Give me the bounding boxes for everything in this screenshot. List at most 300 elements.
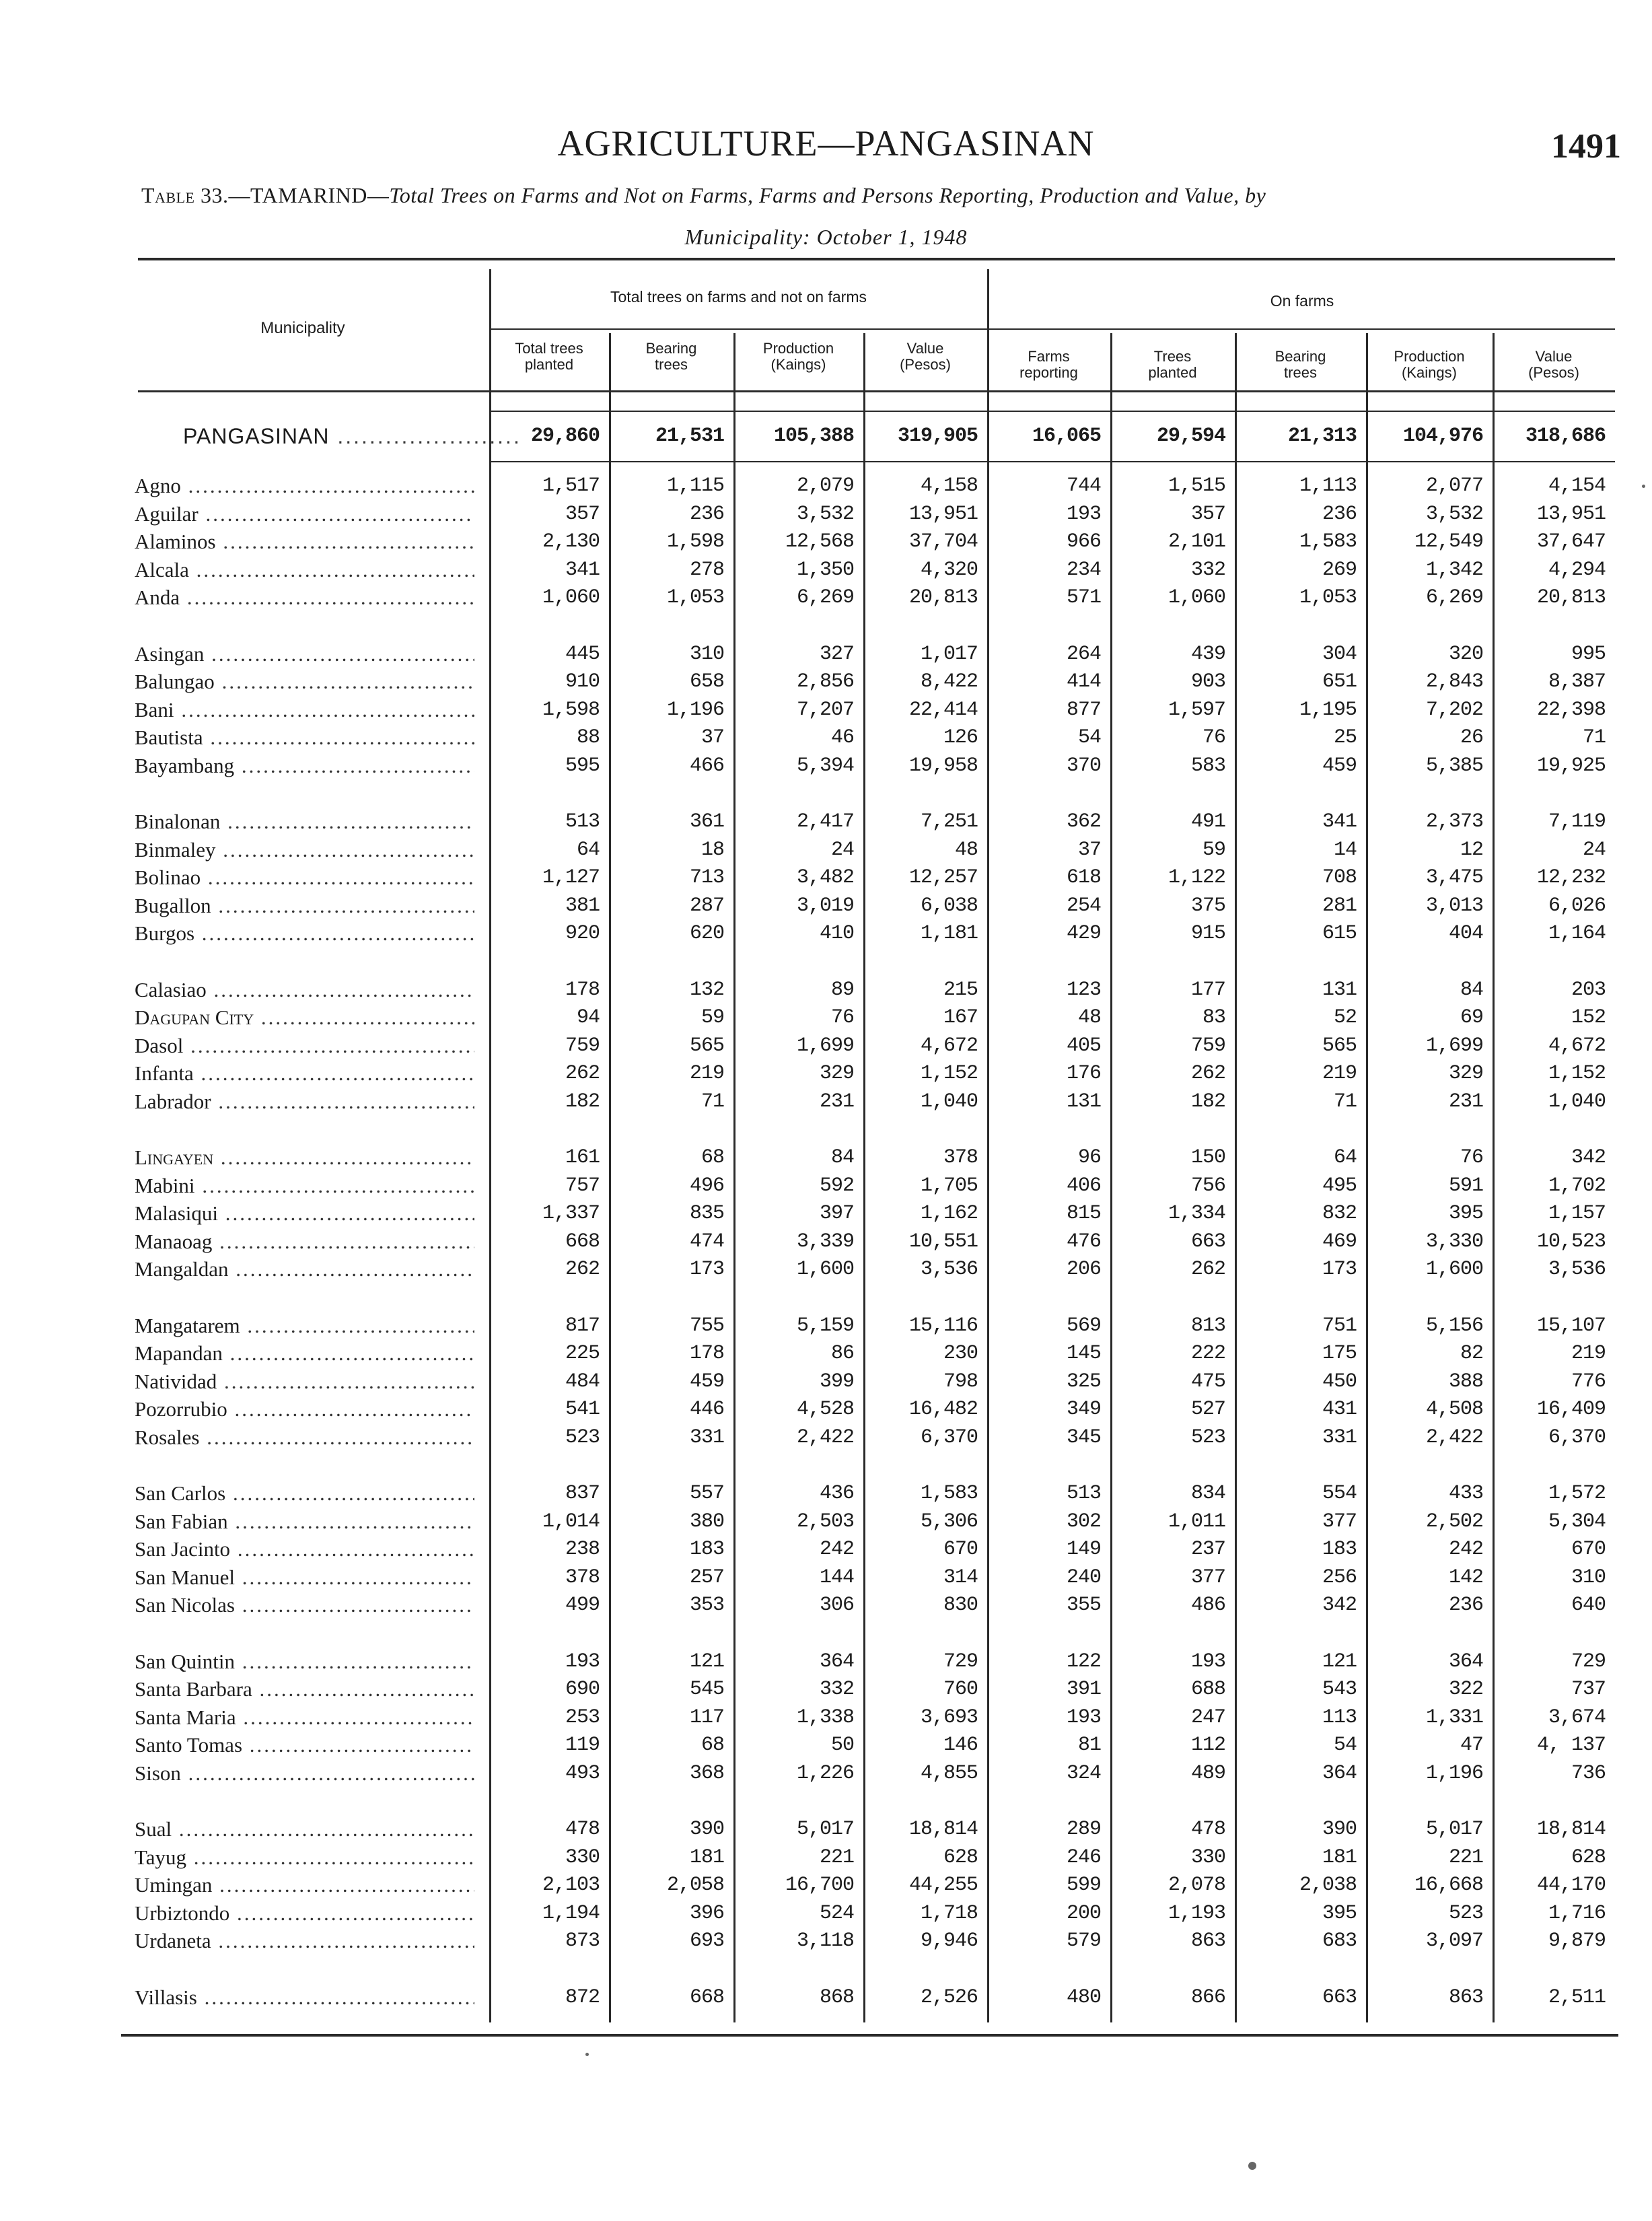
table-cell: 395 <box>1322 1901 1357 1925</box>
municipality-name: San Quintin ..... <box>135 1648 474 1675</box>
table-cell: 688 <box>1190 1678 1225 1701</box>
table-cell: 13,951 <box>908 502 978 526</box>
table-cell: 565 <box>1322 1034 1357 1057</box>
table-cell: 915 <box>1190 922 1225 945</box>
table-cell: 1,718 <box>920 1901 978 1925</box>
table-row <box>0 501 1652 529</box>
municipality-name: Tayug ..... <box>135 1844 474 1871</box>
table-cell: 320 <box>1448 642 1483 666</box>
table-cell: 48 <box>954 838 978 861</box>
table-cell: 776 <box>1571 1370 1606 1393</box>
table-cell: 357 <box>565 502 600 526</box>
table-cell: 877 <box>1066 698 1101 721</box>
table-row <box>0 1032 1652 1061</box>
table-cell: 88 <box>576 726 600 749</box>
table-cell: 380 <box>689 1510 724 1533</box>
table-cell: 240 <box>1066 1565 1101 1589</box>
table-label: Table 33.— <box>141 183 250 207</box>
table-cell: 149 <box>1066 1538 1101 1561</box>
table-cell: 736 <box>1571 1761 1606 1785</box>
table-cell: 640 <box>1571 1594 1606 1617</box>
table-cell: 1,583 <box>920 1482 978 1505</box>
table-cell: 4,508 <box>1425 1398 1483 1421</box>
column-header <box>1237 349 1363 381</box>
table-cell: 2,101 <box>1168 530 1225 553</box>
table-cell: 68 <box>701 1146 724 1169</box>
table-cell: 545 <box>689 1678 724 1701</box>
table-cell: 46 <box>830 726 854 749</box>
table-cell: 342 <box>1571 1146 1606 1169</box>
table-cell: 234 <box>1066 558 1101 581</box>
table-cell: 1,600 <box>1425 1258 1483 1281</box>
table-cell: 484 <box>565 1370 600 1393</box>
table-cell: 3,475 <box>1425 866 1483 889</box>
table-row <box>0 1480 1652 1508</box>
table-cell: 206 <box>1066 1258 1101 1281</box>
table-row <box>0 808 1652 837</box>
table-cell: 1,597 <box>1168 698 1225 721</box>
table-cell: 1,702 <box>1548 1174 1606 1197</box>
table-cell: 7,119 <box>1548 810 1606 833</box>
table-cell: 47 <box>1460 1734 1483 1757</box>
table-cell: 4, 137 <box>1536 1734 1606 1757</box>
table-cell: 6,269 <box>1425 586 1483 609</box>
table-cell: 262 <box>1190 1062 1225 1085</box>
table-row <box>0 1928 1652 1956</box>
municipality-name: Sison ..... <box>135 1760 474 1787</box>
table-cell: 5,156 <box>1425 1314 1483 1337</box>
column-header <box>736 341 861 373</box>
table-cell: 246 <box>1066 1845 1101 1869</box>
table-cell: 872 <box>565 1985 600 2009</box>
table-cell: 132 <box>689 978 724 1001</box>
table-cell: 404 <box>1448 922 1483 945</box>
table-cell: 322 <box>1448 1678 1483 1701</box>
table-cell: 1,040 <box>920 1090 978 1113</box>
table-cell: 6,370 <box>1548 1425 1606 1449</box>
table-cell: 466 <box>689 754 724 777</box>
table-cell: 4,154 <box>1548 474 1606 497</box>
table-cell: 480 <box>1066 1985 1101 2009</box>
table-cell: 16,409 <box>1536 1398 1606 1421</box>
municipality-name: Bautista ..... <box>135 724 474 751</box>
table-cell: 866 <box>1190 1985 1225 2009</box>
table-cell: 1,338 <box>796 1705 854 1729</box>
column-header-line: (Pesos) <box>1528 364 1579 381</box>
table-cell: 2,103 <box>542 1874 600 1897</box>
table-cell: 2,503 <box>796 1510 854 1533</box>
table-cell: 131 <box>1066 1090 1101 1113</box>
municipality-name: Binmaley ..... <box>135 837 474 863</box>
table-cell: 236 <box>1448 1594 1483 1617</box>
table-row <box>0 1088 1652 1117</box>
table-cell: 355 <box>1066 1594 1101 1617</box>
table-cell: 5,159 <box>796 1314 854 1337</box>
table-cell: 52 <box>1333 1006 1357 1029</box>
total-top-rule <box>489 411 1615 412</box>
table-cell: 19,958 <box>908 754 978 777</box>
table-cell: 1,017 <box>920 642 978 666</box>
table-cell: 330 <box>1190 1845 1225 1869</box>
table-cell: 813 <box>1190 1314 1225 1337</box>
table-row <box>0 1340 1652 1368</box>
table-cell: 121 <box>1322 1650 1357 1673</box>
table-cell: 353 <box>689 1594 724 1617</box>
table-cell: 513 <box>565 810 600 833</box>
table-cell: 71 <box>1333 1090 1357 1113</box>
table-cell: 269 <box>1322 558 1357 581</box>
page-number: 1491 <box>1551 127 1621 166</box>
municipality-name: Mabini ..... <box>135 1172 474 1199</box>
table-row <box>0 1732 1652 1760</box>
municipality-name: San Manuel ..... <box>135 1564 474 1591</box>
table-cell: 256 <box>1322 1565 1357 1589</box>
table-cell: 863 <box>1448 1985 1483 2009</box>
table-cell: 1,040 <box>1548 1090 1606 1113</box>
column-header-line: Production <box>762 340 834 357</box>
table-cell: 513 <box>1066 1482 1101 1505</box>
table-cell: 489 <box>1190 1761 1225 1785</box>
table-cell: 183 <box>689 1538 724 1561</box>
table-cell: 112 <box>1190 1734 1225 1757</box>
table-cell: 4,672 <box>920 1034 978 1057</box>
table-cell: 523 <box>1448 1901 1483 1925</box>
table-cell: 410 <box>819 922 854 945</box>
table-cell: 142 <box>1448 1565 1483 1589</box>
table-cell: 349 <box>1066 1398 1101 1421</box>
table-cell: 1,598 <box>666 530 724 553</box>
table-cell: 21,531 <box>655 425 724 448</box>
table-cell: 221 <box>819 1845 854 1869</box>
table-cell: 362 <box>1066 810 1101 833</box>
table-cell: 21,313 <box>1287 425 1357 448</box>
table-cell: 670 <box>1571 1538 1606 1561</box>
table-cell: 330 <box>565 1845 600 1869</box>
table-cell: 175 <box>1322 1342 1357 1365</box>
scan-speck <box>1248 2162 1256 2170</box>
table-cell: 89 <box>830 978 854 1001</box>
table-cell: 390 <box>689 1818 724 1841</box>
table-cell: 651 <box>1322 670 1357 693</box>
table-row <box>0 1228 1652 1257</box>
table-cell: 173 <box>689 1258 724 1281</box>
table-cell: 86 <box>830 1342 854 1365</box>
table-row <box>0 528 1652 557</box>
table-cell: 1,162 <box>920 1202 978 1225</box>
table-cell: 104,976 <box>1402 425 1483 448</box>
table-cell: 242 <box>1448 1538 1483 1561</box>
table-cell: 446 <box>689 1398 724 1421</box>
column-header <box>1369 349 1490 381</box>
table-cell: 1,572 <box>1548 1482 1606 1505</box>
table-cell: 126 <box>943 726 978 749</box>
municipality-name: PANGASINAN ..... <box>183 423 523 450</box>
table-cell: 215 <box>943 978 978 1001</box>
municipality-name: Santo Tomas ..... <box>135 1732 474 1759</box>
table-cell: 1,350 <box>796 558 854 581</box>
table-row <box>0 1872 1652 1900</box>
column-header <box>866 341 984 373</box>
table-cell: 262 <box>565 1062 600 1085</box>
table-cell: 1,196 <box>666 698 724 721</box>
table-cell: 84 <box>1460 978 1483 1001</box>
municipality-name: Burgos ..... <box>135 920 474 947</box>
table-cell: 9,879 <box>1548 1930 1606 1952</box>
header-bottom-rule <box>138 390 1615 392</box>
table-total-row <box>0 423 1652 451</box>
table-cell: 122 <box>1066 1650 1101 1673</box>
table-row <box>0 1816 1652 1844</box>
table-cell: 2,079 <box>796 474 854 497</box>
table-cell: 231 <box>1448 1090 1483 1113</box>
table-row <box>0 1760 1652 1788</box>
table-cell: 332 <box>819 1678 854 1701</box>
table-cell: 325 <box>1066 1370 1101 1393</box>
table-cell: 830 <box>943 1594 978 1617</box>
table-cell: 2,078 <box>1168 1874 1225 1897</box>
table-cell: 361 <box>689 810 724 833</box>
table-cell: 12,549 <box>1414 530 1483 553</box>
table-cell: 76 <box>830 1006 854 1029</box>
table-cell: 247 <box>1190 1705 1225 1729</box>
municipality-name: Infanta ..... <box>135 1060 474 1087</box>
table-cell: 388 <box>1448 1370 1483 1393</box>
table-cell: 310 <box>1571 1565 1606 1589</box>
municipality-name: Mapandan ..... <box>135 1340 474 1367</box>
table-description-cont: Municipality: October 1, 1948 <box>684 225 968 249</box>
table-row <box>0 1144 1652 1172</box>
table-cell: 16,700 <box>785 1874 854 1897</box>
table-row <box>0 697 1652 725</box>
total-bottom-rule <box>489 461 1615 462</box>
table-cell: 76 <box>1202 726 1225 749</box>
table-cell: 663 <box>1322 1985 1357 2009</box>
table-cell: 527 <box>1190 1398 1225 1421</box>
table-cell: 439 <box>1190 642 1225 666</box>
municipality-name: Anda ..... <box>135 584 474 611</box>
table-cell: 331 <box>1322 1425 1357 1449</box>
table-cell: 181 <box>689 1845 724 1869</box>
table-row <box>0 892 1652 921</box>
column-header-line: trees <box>1284 364 1317 381</box>
table-cell: 5,385 <box>1425 754 1483 777</box>
table-cell: 571 <box>1066 586 1101 609</box>
table-cell: 37,704 <box>908 530 978 553</box>
table-row <box>0 1396 1652 1424</box>
table-cell: 378 <box>943 1146 978 1169</box>
table-cell: 377 <box>1322 1510 1357 1533</box>
table-cell: 557 <box>689 1482 724 1505</box>
table-cell: 3,536 <box>920 1258 978 1281</box>
table-cell: 541 <box>565 1398 600 1421</box>
table-row <box>0 920 1652 948</box>
table-cell: 368 <box>689 1761 724 1785</box>
table-cell: 19,925 <box>1536 754 1606 777</box>
table-cell: 1,157 <box>1548 1202 1606 1225</box>
table-cell: 1,196 <box>1425 1761 1483 1785</box>
group-header-on-farms: On farms <box>1270 292 1334 310</box>
table-cell: 759 <box>1190 1034 1225 1057</box>
table-cell: 6,370 <box>920 1425 978 1449</box>
table-cell: 20,813 <box>1536 586 1606 609</box>
municipality-name: San Jacinto ..... <box>135 1536 474 1563</box>
table-cell: 1,181 <box>920 922 978 945</box>
table-row <box>0 864 1652 892</box>
table-cell: 1,060 <box>1168 586 1225 609</box>
table-cell: 729 <box>1571 1650 1606 1673</box>
column-header-line: (Kaings) <box>1402 364 1457 381</box>
table-row <box>0 1004 1652 1032</box>
table-cell: 995 <box>1571 642 1606 666</box>
table-cell: 396 <box>689 1901 724 1925</box>
municipality-name: Labrador ..... <box>135 1088 474 1115</box>
table-cell: 203 <box>1571 978 1606 1001</box>
table-cell: 54 <box>1077 726 1101 749</box>
municipality-name: Dasol ..... <box>135 1032 474 1059</box>
table-cell: 690 <box>565 1678 600 1701</box>
table-cell: 395 <box>1448 1202 1483 1225</box>
table-cell: 737 <box>1571 1678 1606 1701</box>
table-cell: 2,856 <box>796 670 854 693</box>
table-cell: 331 <box>689 1425 724 1449</box>
table-cell: 491 <box>1190 810 1225 833</box>
table-cell: 478 <box>1190 1818 1225 1841</box>
table-row <box>0 1424 1652 1452</box>
table-cell: 1,060 <box>542 586 600 609</box>
table-cell: 117 <box>689 1705 724 1729</box>
table-cell: 1,194 <box>542 1901 600 1925</box>
municipality-name: Manaoag ..... <box>135 1228 474 1255</box>
table-cell: 381 <box>565 894 600 917</box>
table-cell: 1,152 <box>920 1062 978 1085</box>
column-header <box>492 341 606 373</box>
table-cell: 620 <box>689 922 724 945</box>
table-cell: 3,693 <box>920 1705 978 1729</box>
table-cell: 4,294 <box>1548 558 1606 581</box>
municipality-name: Rosales ..... <box>135 1424 474 1451</box>
table-cell: 1,115 <box>666 474 724 497</box>
table-cell: 1,705 <box>920 1174 978 1197</box>
table-cell: 9,946 <box>920 1930 978 1952</box>
table-cell: 310 <box>689 642 724 666</box>
table-cell: 59 <box>701 1006 724 1029</box>
table-cell: 173 <box>1322 1258 1357 1281</box>
table-cell: 495 <box>1322 1174 1357 1197</box>
table-cell: 751 <box>1322 1314 1357 1337</box>
column-header-line: (Pesos) <box>900 356 951 373</box>
table-cell: 583 <box>1190 754 1225 777</box>
table-row <box>0 1508 1652 1537</box>
table-cell: 13,951 <box>1536 502 1606 526</box>
table-cell: 405 <box>1066 1034 1101 1057</box>
table-cell: 68 <box>701 1734 724 1757</box>
table-cell: 834 <box>1190 1482 1225 1505</box>
table-cell: 591 <box>1448 1174 1483 1197</box>
table-cell: 304 <box>1322 642 1357 666</box>
municipality-name: Malasiqui ..... <box>135 1200 474 1227</box>
municipality-name: Urdaneta ..... <box>135 1928 474 1954</box>
table-cell: 178 <box>689 1342 724 1365</box>
table-cell: 6,038 <box>920 894 978 917</box>
table-cell: 29,860 <box>530 425 600 448</box>
table-top-rule <box>138 258 1615 260</box>
table-cell: 378 <box>565 1565 600 1589</box>
table-cell: 178 <box>565 978 600 1001</box>
table-cell: 12,257 <box>908 866 978 889</box>
table-caption <box>141 183 1622 208</box>
table-cell: 658 <box>689 670 724 693</box>
table-cell: 15,107 <box>1536 1314 1606 1337</box>
table-cell: 37 <box>1077 838 1101 861</box>
table-cell: 219 <box>1322 1062 1357 1085</box>
table-cell: 105,388 <box>773 425 854 448</box>
table-cell: 281 <box>1322 894 1357 917</box>
table-cell: 24 <box>830 838 854 861</box>
table-cell: 48 <box>1077 1006 1101 1029</box>
table-cell: 569 <box>1066 1314 1101 1337</box>
table-cell: 375 <box>1190 894 1225 917</box>
table-row <box>0 472 1652 501</box>
table-cell: 8,422 <box>920 670 978 693</box>
table-cell: 230 <box>943 1342 978 1365</box>
table-cell: 1,053 <box>1299 586 1357 609</box>
municipality-name: Agno ..... <box>135 472 474 499</box>
table-row <box>0 977 1652 1005</box>
table-row <box>0 1984 1652 2012</box>
table-cell: 450 <box>1322 1370 1357 1393</box>
table-cell: 5,304 <box>1548 1510 1606 1533</box>
table-cell: 708 <box>1322 866 1357 889</box>
municipality-name: San Carlos ..... <box>135 1480 474 1507</box>
table-cell: 579 <box>1066 1930 1101 1952</box>
table-cell: 1,337 <box>542 1202 600 1225</box>
table-cell: 524 <box>819 1901 854 1925</box>
column-header-line: planted <box>524 356 574 373</box>
table-cell: 324 <box>1066 1761 1101 1785</box>
table-cell: 873 <box>565 1930 600 1952</box>
column-header-line: Total trees <box>515 340 583 357</box>
table-cell: 414 <box>1066 670 1101 693</box>
municipality-name: Aguilar ..... <box>135 501 474 528</box>
table-cell: 364 <box>819 1650 854 1673</box>
table-cell: 3,536 <box>1548 1258 1606 1281</box>
table-cell: 167 <box>943 1006 978 1029</box>
table-cell: 756 <box>1190 1174 1225 1197</box>
column-header-line: trees <box>655 356 688 373</box>
table-cell: 618 <box>1066 866 1101 889</box>
table-cell: 238 <box>565 1538 600 1561</box>
table-cell: 44,170 <box>1536 1874 1606 1897</box>
table-cell: 225 <box>565 1342 600 1365</box>
table-cell: 3,674 <box>1548 1705 1606 1729</box>
table-cell: 131 <box>1322 978 1357 1001</box>
table-cell: 254 <box>1066 894 1101 917</box>
table-cell: 264 <box>1066 642 1101 666</box>
table-cell: 1,152 <box>1548 1062 1606 1085</box>
table-cell: 903 <box>1190 670 1225 693</box>
municipality-name: Bani ..... <box>135 697 474 724</box>
table-cell: 329 <box>1448 1062 1483 1085</box>
table-cell: 2,058 <box>666 1874 724 1897</box>
table-cell: 341 <box>565 558 600 581</box>
table-cell: 2,417 <box>796 810 854 833</box>
table-cell: 7,251 <box>920 810 978 833</box>
municipality-name: San Fabian ..... <box>135 1508 474 1535</box>
table-cell: 2,077 <box>1425 474 1483 497</box>
table-cell: 345 <box>1066 1425 1101 1449</box>
table-cell: 231 <box>819 1090 854 1113</box>
table-cell: 1,515 <box>1168 474 1225 497</box>
